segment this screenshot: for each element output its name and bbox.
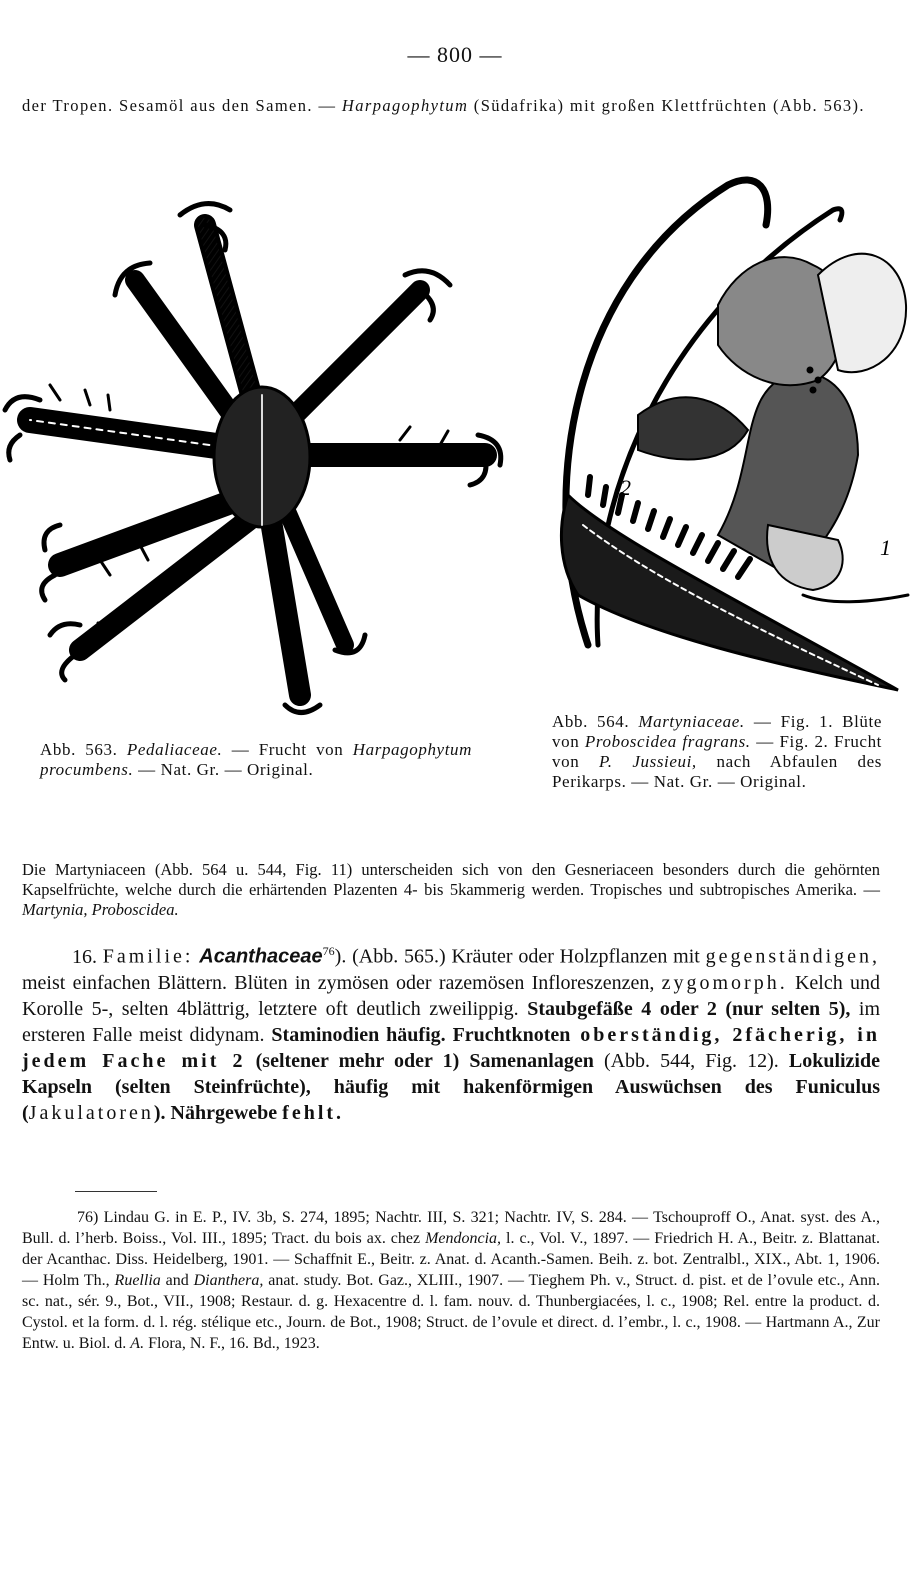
figure-564-proboscidea	[528, 165, 910, 710]
figure-563-harpagophytum-fruit	[0, 195, 510, 730]
figure-564-caption: Abb. 564. Martyniaceae. — Fig. 1. Blüte von Proboscidea fragrans. — Fig. 2. Frucht von P. Jussieui, nach Abfaulen des Perikarps. — Nat. Gr. — Original.	[552, 712, 882, 791]
acanthaceae-paragraph: 16. Familie: Acanthaceae$^{76}$). (Abb. 565.) Kräuter oder Holzpflanzen mit gegenständigen, meist einfachen Blättern. Blüten in zymösen oder razemösen Infloreszenzen, zygomorph. Kelch und Korolle 5-, selten 4blättrig, letztere oft deutlich zweilippig. Staubgefäße 4 oder 2 (nur selten 5), im ersteren Falle meist didynam. Staminodien häufig. Fruchtknoten oberständig, 2fächerig, in jedem Fache mit 2 (seltener mehr oder 1) Samenanlagen (Abb. 544, Fig. 12). Lokulizide Kapseln (selten Steinfrüchte), häufig mit hakenförmigen Auswüchsen des Funiculus (Jakulatoren). Nährgewebe fehlt.	[22, 944, 881, 1124]
figure-563-caption: Abb. 563. Pedaliaceae. — Frucht von Harpagophytum procumbens. — Nat. Gr. — Original.	[40, 740, 472, 779]
family-name: Acanthaceae	[199, 945, 323, 968]
page-number: — 800 —	[407, 42, 503, 67]
fig-label-1: 1	[880, 535, 891, 560]
footnote-76: 76) Lindau G. in E. P., IV. 3b, S. 274, 1895; Nachtr. III, S. 321; Nachtr. IV, S. 284. — Tschouproff O., Anat. syst. des A., Bull. d. l’herb. Boiss., Vol. III., 1895; Tract. du bois ax. chez Mendoncia, l. c., Vol. V., 1897. — Friedrich H. A., Beitr. z. Blattanat. der Acanthac. Diss. Heidelberg, 1901. — Schaffnit E., Beitr. z. Anat. d. Acanth.-Samen. Beih. z. bot. Zentralbl., XIX., Abt. 1, 1906. — Holm Th., Ruellia and Dianthera, anat. study. Bot. Gaz., XLIII., 1907. — Tieghem Ph. v., Struct. d. pist. et de l’ovule etc., Ann. sc. nat., sér. 9., Bot., VII., 1908; Restaur. d. g. Hexacentre d. l. fam. nouv. d. Thunbergiacées, l. c., 1908; Rel. entre la product. d. Cystol. et la form. d. l. rég. stélique etc., Journ. de Bot., 1908; Struct. de l’ovule et direct. d. l’embr., l. c., 1908. — Hartmann A., Zur Entw. u. Biol. d. A. Flora, N. F., 16. Bd., 1923.	[22, 1209, 880, 1352]
martyniaceae-paragraph: Die Martyniaceen (Abb. 564 u. 544, Fig. 11) unterscheiden sich von den Gesneriaceen besonders durch die gehörnten Kapselfrüchte, welche durch die erhärtenden Plazenten 4- bis 5kammerig werden. Tropisches und subtropisches Amerika. — Martynia, Proboscidea.	[22, 860, 880, 919]
intro-paragraph: der Tropen. Sesamöl aus den Samen. — Harpagophytum (Südafrika) mit großen Klettfrüchten (Abb. 563).	[22, 96, 865, 115]
footnote-rule	[75, 1191, 157, 1192]
footnote-ref: 76	[322, 944, 335, 958]
fig-label-2: 2	[620, 475, 631, 500]
